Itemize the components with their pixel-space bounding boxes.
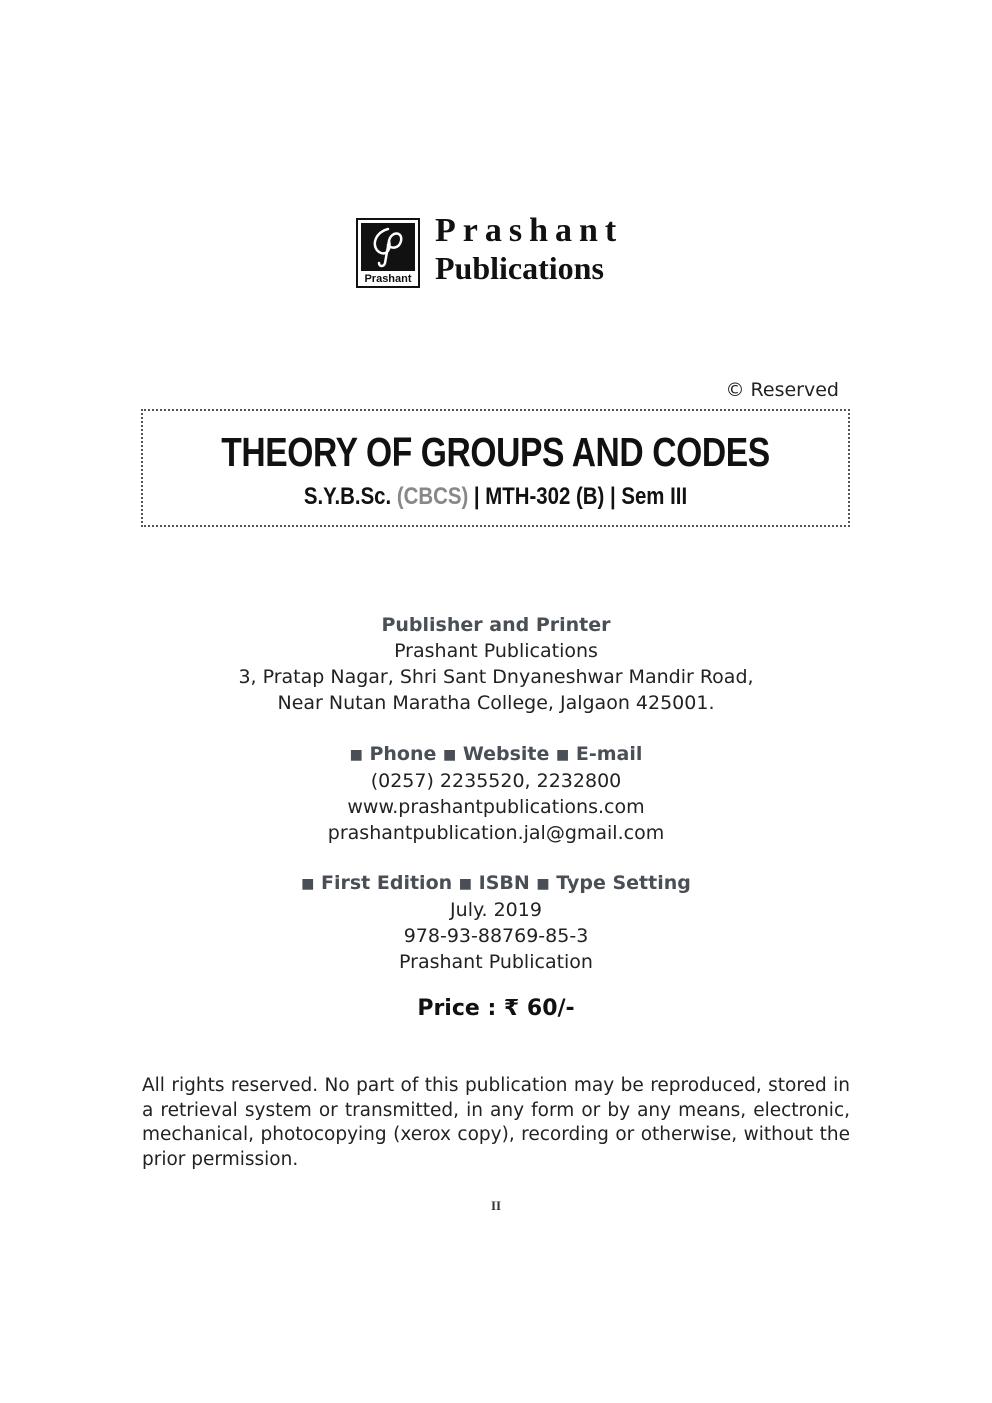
edition-heading: ■ First Edition ■ ISBN ■ Type Setting [301,872,691,894]
subtitle-cbcs: (CBCS) [396,483,469,510]
subtitle-class: S.Y.B.Sc. [303,483,392,510]
publisher-line: 3, Pratap Nagar, Shri Sant Dnyaneshwar Mandir Road, [238,666,754,688]
phone-heading: Phone [369,743,437,765]
edition-value: July. 2019 [450,899,542,921]
email-heading: E-mail [575,743,643,765]
publisher-name-line2: Publications [435,250,604,286]
logo-caption: Prashant [364,273,412,285]
type-setting-heading: Type Setting [556,872,691,894]
rights-notice: All rights reserved. No part of this publication may be reproduced, stored in a retrieval system or transmitted, in any form or by any means, electronic, mechanical, photocopying (xerox copy), recording or otherwise, without the prior permission. [142,1075,850,1170]
publisher-line: Prashant Publications [394,640,598,662]
phone-value: (0257) 2235520, 2232800 [370,770,622,792]
isbn-value: 978-93-88769-85-3 [403,925,589,947]
contact-heading: ■ Phone ■ Website ■ E-mail [349,743,643,765]
isbn-heading: ISBN [478,872,530,894]
publisher-line: Near Nutan Maratha College, Jalgaon 425001. [277,692,715,714]
edition-block [0,870,992,975]
page-number: II [490,1198,502,1213]
publisher-name [435,214,623,284]
copyright-reserved: © Reserved [725,379,839,401]
subtitle-course: | MTH-302 (B) | Sem III [473,483,688,510]
price: Price : ₹ 60/- [417,996,575,1021]
publisher-heading: Publisher and Printer [381,614,611,636]
title-box [141,409,850,527]
book-title: THEORY OF GROUPS AND CODES [221,429,770,475]
contact-block [0,741,992,846]
type-setting-value: Prashant Publication [399,951,593,973]
first-edition-heading: First Edition [321,872,453,894]
publisher-logo-mark [361,223,415,271]
website-value: www.prashantpublications.com [347,796,645,818]
publisher-name-line1: Prashant [435,212,624,249]
website-heading: Website [462,743,550,765]
publisher-block [0,612,992,716]
book-subtitle [196,483,795,511]
publisher-logo [356,218,420,288]
email-value: prashantpublication.jal@gmail.com [327,822,665,844]
